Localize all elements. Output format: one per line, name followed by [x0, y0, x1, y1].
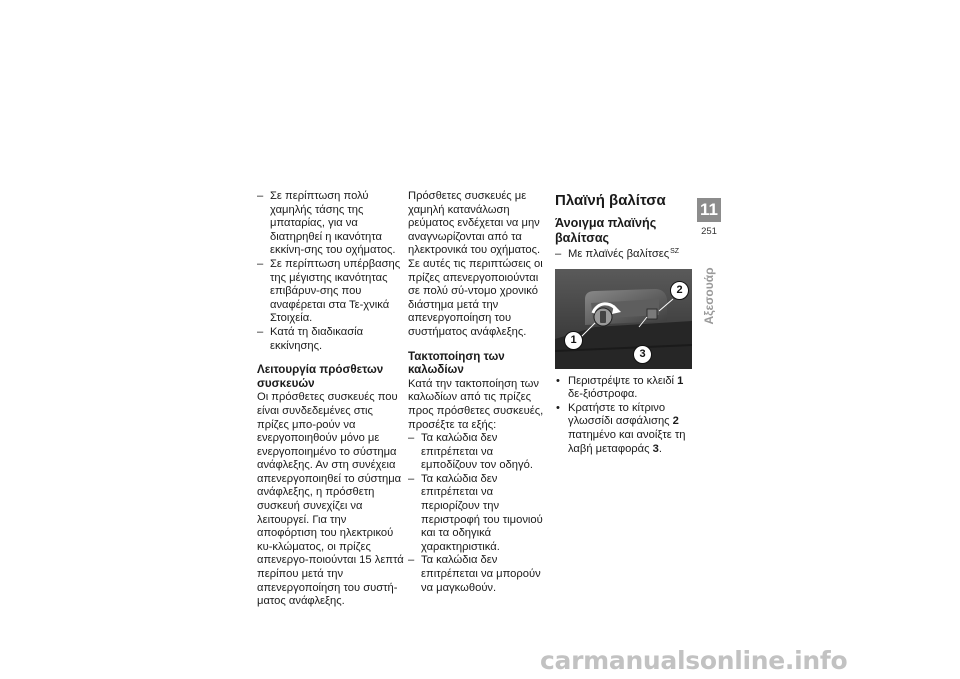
step-text: Κρατήστε το κίτρινο γλωσσίδι ασφάλισης	[568, 401, 673, 428]
list-item: – Σε περίπτωση πολύ χαμηλής τάσης της μπαταρίας, για να διατηρηθεί η ικανότητα εκκίνη-σης του οχήματος.	[257, 190, 405, 258]
body-paragraph: Κατά την τακτοποίηση των καλωδίων από τις πρίζες προς πρόσθετες συσκευές, προσέξτε τα εξής:	[408, 377, 544, 431]
option-code: SZ	[670, 248, 680, 255]
step-item	[555, 402, 693, 456]
watermark: carmanualsonline.info	[540, 646, 848, 675]
list-item: – Σε περίπτωση υπέρβασης της μέγιστης ικανότητας επιβάρυν-σης που αναφέρεται στα Τε-χνικά Στοιχεία.	[257, 258, 405, 326]
section-heading-cable-routing: Τακτοποίηση των καλωδίων	[408, 349, 505, 377]
list-item: – Κατά τη διαδικασία εκκίνησης.	[257, 326, 405, 353]
section-title: Άνοιγμα πλαϊνής βαλίτσας	[555, 216, 657, 245]
callout-1: 1	[564, 331, 583, 350]
callout-3: 3	[633, 345, 652, 364]
list-item: – Τα καλώδια δεν επιτρέπεται να μπορούν να μαγκωθούν.	[408, 554, 548, 595]
list-item: – Τα καλώδια δεν επιτρέπεται να περιορίζουν την περιστροφή του τιμονιού και τα οδηγικά χαρακτηριστικά.	[408, 473, 548, 555]
section-heading-accessories-operation: Λειτουργία πρόσθετων συσκευών	[257, 363, 384, 390]
body-paragraph: Οι πρόσθετες συσκευές που είναι συνδεδεμένες στις πρίζες μπο-ρούν να ενεργοποιηθούν μόνο με ενεργοποιημένο το σύστημα ανάφλεξης. Αν στη συνέχεια απενεργοποιηθεί το σύστημα ανάφλεξης, η πρόσθετη συσκευή συνεχίζει να λειτουργεί. Για την αποφόρτιση του ηλεκτρικού κυ-κλώματος, οι πρίζες απενεργο-ποιούνται 15 λεπτά περίπου μετά την απενεργοποίηση του συστή-ματος ανάφλεξης.	[257, 391, 404, 608]
callout-2: 2	[670, 281, 689, 300]
step-text: δε-ξιόστροφα.	[568, 388, 638, 401]
page-number: 251	[701, 226, 717, 237]
step-ref: 3	[652, 442, 659, 455]
list-item: – Τα καλώδια δεν επιτρέπεται να εμποδίζουν τον οδηγό.	[408, 432, 548, 473]
chapter-tab: 11	[697, 198, 721, 222]
body-paragraph: Πρόσθετες συσκευές με χαμηλή κατανάλωση ρεύματος ενδέχεται να μην αναγνωρίζονται από τα ηλεκτρονικά του οχήματος. Σε αυτές τις περιπτώσεις οι πρίζες απενεργοποιούνται σε πολύ σύ-ντομο χρονικό διάστημα μετά την απενεργοποίηση του συστήματος ανάφλεξης.	[408, 190, 543, 338]
chapter-title: Πλαϊνή βαλίτσα	[555, 192, 666, 209]
step-ref: 2	[672, 415, 679, 428]
option-text: Με πλαϊνές βαλίτσες	[568, 248, 670, 260]
step-text: Περιστρέψτε το κλειδί	[568, 374, 678, 387]
chapter-side-label-text: Αξεσουάρ	[702, 267, 716, 325]
column-left	[257, 190, 405, 609]
step-item	[555, 375, 693, 402]
step-ref: 1	[677, 374, 684, 387]
step-text: πατημένο και ανοίξτε τη λαβή μεταφοράς	[568, 428, 686, 455]
step-text: .	[658, 442, 662, 455]
column-middle	[408, 190, 548, 595]
case-handle-photo	[555, 269, 692, 369]
column-right	[555, 190, 693, 456]
option-line	[555, 248, 693, 262]
